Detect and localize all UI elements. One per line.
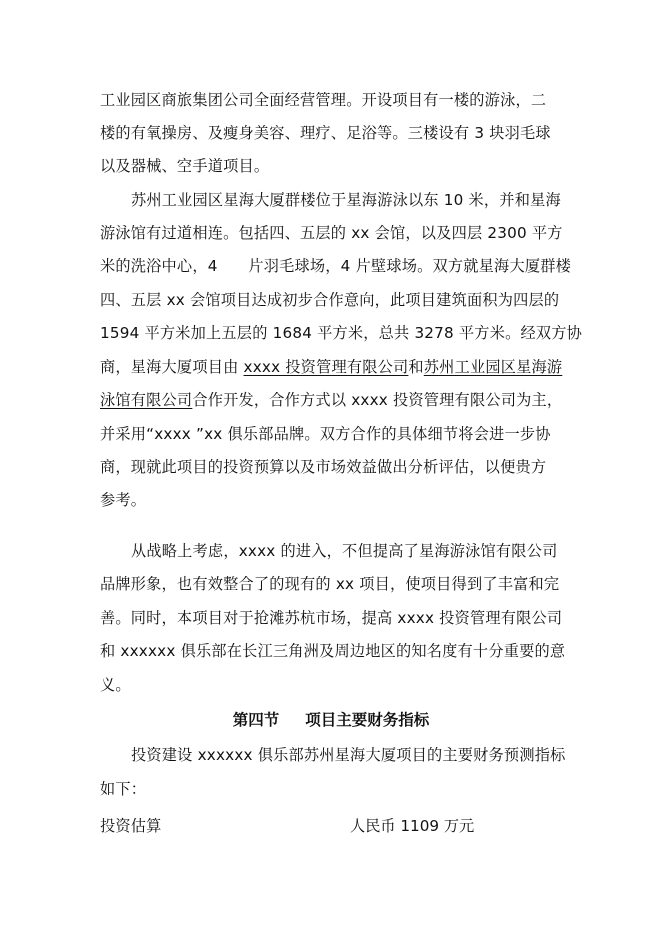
- paragraph-3-line-3: 善。同时，本项目对于抢滩苏杭市场，提高 xxxx 投资管理有限公司: [100, 609, 563, 627]
- company-link-xinghai-part1: 苏州工业园区星海游: [423, 358, 563, 376]
- paragraph-2-line-4: 四、五层 xx 会馆项目达成初步合作意向，此项目建筑面积为四层的: [100, 291, 560, 309]
- company-link-xxxx: xxxx 投资管理有限公司: [243, 358, 409, 376]
- metric-label-investment: 投资估算: [100, 817, 162, 835]
- paragraph-2-line-7: [100, 390, 562, 410]
- paragraph-2-line-7-text: 合作开发，合作方式以 xxxx 投资管理有限公司为主，: [192, 391, 563, 409]
- intro-line-1: 投资建设 xxxxxx 俱乐部苏州星海大厦项目的主要财务预测指标: [131, 746, 566, 764]
- paragraph-1-line-1: 工业园区商旅集团公司全面经营管理。开设项目有一楼的游泳，二: [100, 91, 547, 109]
- paragraph-2-line-8: 并采用“xxxx ”xx 俱乐部品牌。双方合作的具体细节将会进一步协: [100, 425, 551, 443]
- paragraph-3-line-5: 义。: [100, 676, 131, 694]
- paragraph-3-line-1: 从战略上考虑，xxxx 的进入，不但提高了星海游泳馆有限公司: [131, 542, 558, 560]
- paragraph-3-line-4: 和 xxxxxx 俱乐部在长江三角洲及周边地区的知名度有十分重要的意: [100, 642, 566, 660]
- paragraph-2-line-6-text-b: 和: [408, 358, 424, 376]
- paragraph-2-line-2: 游泳馆有过道相连。包括四、五层的 xx 会馆，以及四层 2300 平方: [100, 224, 563, 242]
- metric-value-investment: 人民币 1109 万元: [350, 817, 475, 835]
- section-title: 项目主要财务指标: [305, 711, 430, 729]
- intro-line-2: 如下：: [100, 780, 147, 798]
- paragraph-3-line-2: 品牌形象，也有效整合了的现有的 xx 项目，使项目得到了丰富和完: [100, 575, 560, 593]
- paragraph-2-line-6: [100, 357, 562, 377]
- section-heading: [0, 710, 662, 730]
- paragraph-1-line-3: 以及器械、空手道项目。: [100, 157, 270, 175]
- company-link-xinghai-part2: 泳馆有限公司: [100, 391, 193, 409]
- paragraph-2-line-9: 商，现就此项目的投资预算以及市场效益做出分析评估，以便贵方: [100, 458, 547, 476]
- paragraph-1-line-2: 楼的有氧操房、及瘦身美容、理疗、足浴等。三楼设有 3 块羽毛球: [100, 124, 551, 142]
- paragraph-2-line-10: 参考。: [100, 491, 147, 509]
- paragraph-2-line-1: 苏州工业园区星海大厦群楼位于星海游泳以东 10 米，并和星海: [131, 191, 561, 209]
- paragraph-2-line-5: 1594 平方米加上五层的 1684 平方米，总共 3278 平方米。经双方协: [100, 324, 583, 342]
- paragraph-2-line-3: 米的洗浴中心，4 片羽毛球场，4 片壁球场。双方就星海大厦群楼: [100, 257, 571, 275]
- section-number: 第四节: [232, 711, 280, 729]
- paragraph-2-line-6-text-a: 商，星海大厦项目由: [100, 358, 244, 376]
